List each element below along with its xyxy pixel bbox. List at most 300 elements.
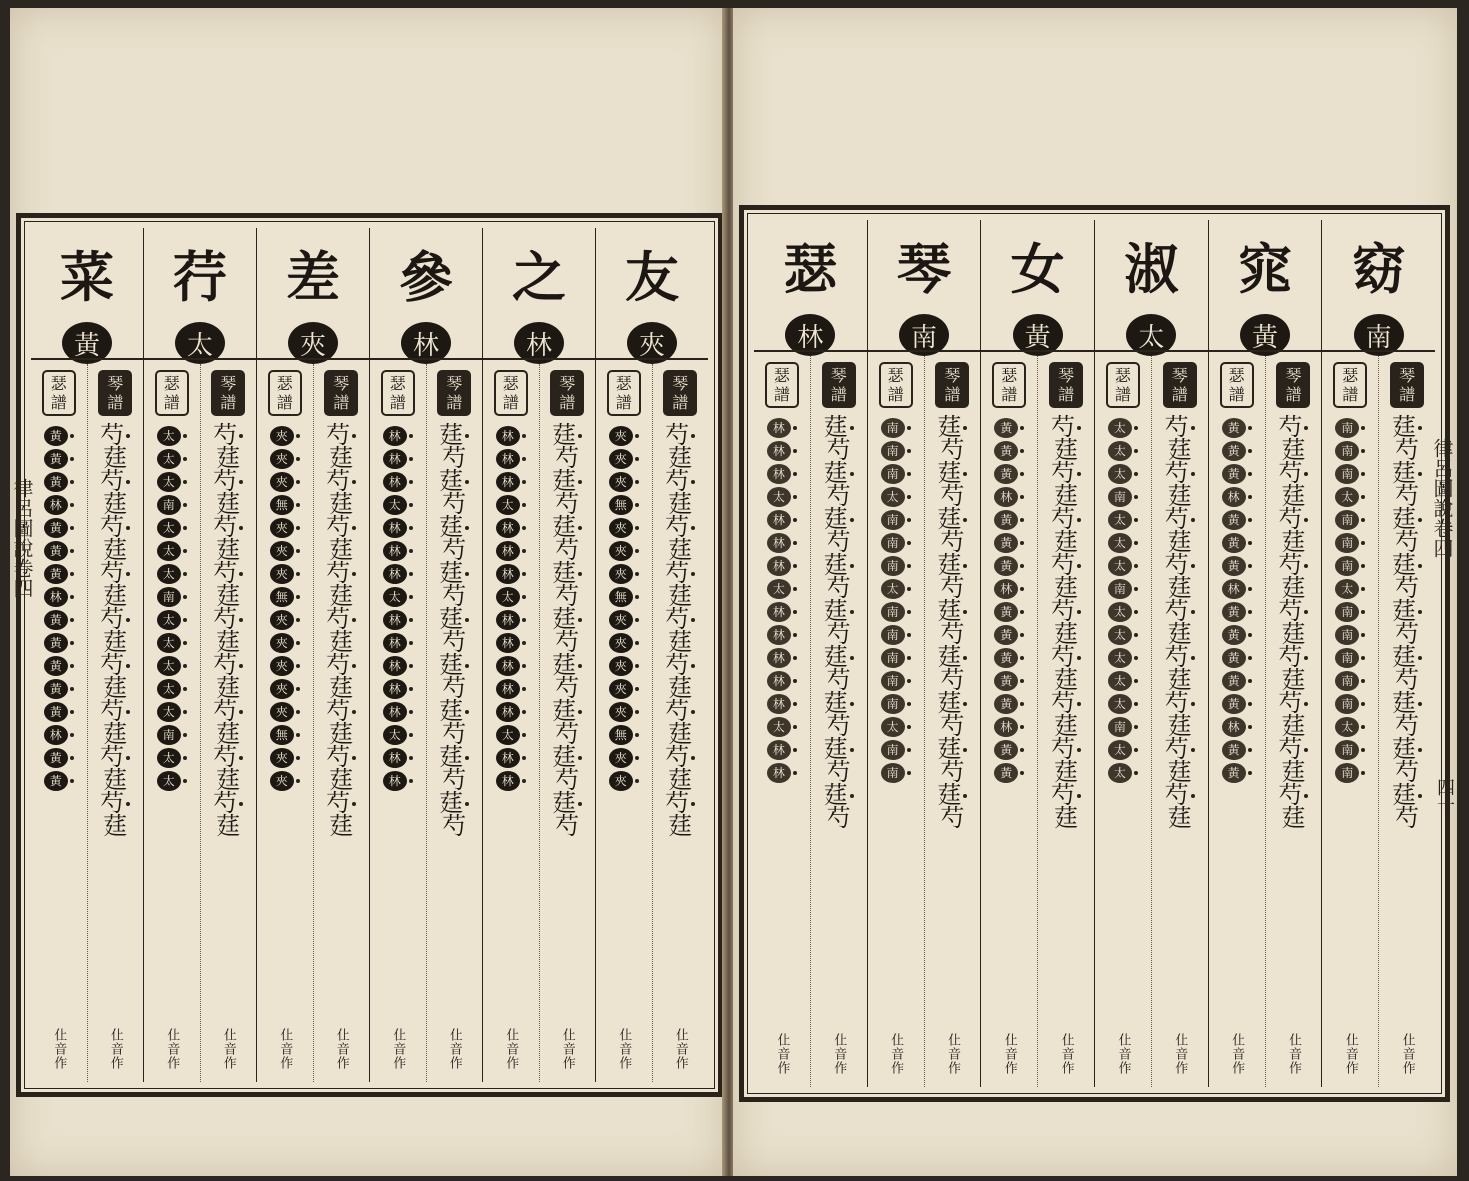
qin-finger-char: 莛 <box>1167 666 1192 694</box>
qin-finger-char: 莛 <box>216 490 241 518</box>
qin-finger-cell <box>1395 804 1420 832</box>
se-note-cell <box>994 531 1024 554</box>
qin-finger-char: 芍 <box>100 559 125 587</box>
se-notation-column <box>1095 356 1151 1087</box>
beat-dot <box>465 434 469 438</box>
qin-finger-char: 芍 <box>213 697 238 725</box>
beat-dot <box>1077 564 1081 568</box>
se-note-cell <box>270 769 300 792</box>
beat-dot <box>578 434 582 438</box>
column-divider <box>754 350 867 352</box>
qin-finger-char: 芍 <box>326 605 351 633</box>
beat-dot <box>1248 518 1252 522</box>
tone-mark: 仩音作 <box>1229 1033 1245 1075</box>
qin-finger-char: 芍 <box>1278 597 1303 625</box>
qin-finger-char: 芍 <box>555 720 580 748</box>
se-note-cell <box>383 493 413 516</box>
qin-finger-char: 莛 <box>216 628 241 656</box>
beat-dot <box>1361 633 1365 637</box>
beat-dot <box>126 802 130 806</box>
se-note: 林 <box>383 748 407 768</box>
se-note-cell <box>881 577 911 600</box>
left-page <box>10 8 725 1176</box>
se-note: 南 <box>1335 602 1359 622</box>
se-note: 太 <box>157 702 181 722</box>
se-note-sequence <box>994 416 1024 784</box>
se-note: 太 <box>157 610 181 630</box>
se-note: 太 <box>1108 464 1132 484</box>
beat-dot <box>522 434 526 438</box>
se-note-cell <box>1108 646 1138 669</box>
notation-subcolumns <box>1209 356 1322 1087</box>
qin-finger-sequence <box>1392 413 1422 832</box>
se-note-cell <box>767 462 797 485</box>
beat-dot <box>183 526 187 530</box>
beat-dot <box>183 756 187 760</box>
beat-dot <box>1304 610 1308 614</box>
notation-subcolumns <box>144 364 256 1082</box>
beat-dot <box>352 572 356 576</box>
beat-dot <box>1020 541 1024 545</box>
beat-dot <box>183 480 187 484</box>
beat-dot <box>1134 426 1138 430</box>
se-note: 林 <box>496 633 520 653</box>
se-note: 林 <box>767 763 791 783</box>
qin-notation-column <box>924 356 981 1087</box>
qin-notation-column <box>87 364 144 1082</box>
qin-finger-char: 莛 <box>439 513 464 541</box>
se-note-cell <box>881 715 911 738</box>
beat-dot <box>352 756 356 760</box>
se-note-cell <box>1335 669 1365 692</box>
beat-dot <box>1418 610 1422 614</box>
qin-finger-char: 莛 <box>1281 528 1306 556</box>
beat-dot <box>409 503 413 507</box>
se-note: 南 <box>881 740 905 760</box>
qin-finger-char: 莛 <box>937 551 962 579</box>
se-note: 林 <box>496 449 520 469</box>
beat-dot <box>1248 472 1252 476</box>
beat-dot <box>296 756 300 760</box>
beat-dot <box>296 641 300 645</box>
qin-finger-char: 芍 <box>442 812 467 840</box>
se-note-cell <box>270 631 300 654</box>
notation-subcolumns <box>596 364 708 1082</box>
beat-dot <box>907 656 911 660</box>
qin-finger-char: 莛 <box>329 582 354 610</box>
beat-dot <box>1020 472 1024 476</box>
beat-dot <box>691 480 695 484</box>
se-notation-column <box>596 364 652 1082</box>
qin-finger-char: 莛 <box>1392 551 1417 579</box>
se-note: 黃 <box>994 671 1018 691</box>
qin-finger-char: 芍 <box>940 528 965 556</box>
se-note: 無 <box>609 495 633 515</box>
tone-mark: 仩音作 <box>1342 1033 1358 1075</box>
qin-finger-char: 芍 <box>326 697 351 725</box>
lyric-character: 女 <box>1010 237 1065 301</box>
beat-dot <box>409 434 413 438</box>
beat-dot <box>1304 702 1308 706</box>
qin-score-label: 琴譜 <box>1390 362 1424 408</box>
se-note-cell <box>496 539 526 562</box>
qin-notation-column <box>426 364 483 1082</box>
se-note: 南 <box>881 418 905 438</box>
se-note: 太 <box>1108 602 1132 622</box>
beat-dot <box>793 449 797 453</box>
qin-finger-char: 芍 <box>213 559 238 587</box>
se-note: 太 <box>1108 533 1132 553</box>
beat-dot <box>1191 610 1195 614</box>
beat-dot <box>963 794 967 798</box>
beat-dot <box>126 756 130 760</box>
beat-dot <box>239 710 243 714</box>
se-note: 林 <box>767 694 791 714</box>
beat-dot <box>635 595 639 599</box>
qin-score-label: 琴譜 <box>324 370 358 416</box>
se-note-cell <box>383 746 413 769</box>
qin-finger-char: 芍 <box>1164 689 1189 717</box>
se-note: 無 <box>270 725 294 745</box>
beat-dot <box>183 687 187 691</box>
se-note-cell <box>609 654 639 677</box>
qin-finger-char: 莛 <box>1392 781 1417 809</box>
se-note: 夾 <box>270 771 294 791</box>
qin-finger-char: 莛 <box>1392 413 1417 441</box>
column-divider <box>370 358 482 360</box>
column-divider <box>981 350 1094 352</box>
qin-finger-sequence <box>100 421 130 840</box>
beat-dot <box>1191 702 1195 706</box>
right-page <box>733 8 1457 1176</box>
beat-dot <box>183 664 187 668</box>
left-columns <box>31 228 708 1082</box>
se-note: 林 <box>767 533 791 553</box>
se-note: 南 <box>157 495 181 515</box>
qin-finger-char: 芍 <box>555 536 580 564</box>
beat-dot <box>522 572 526 576</box>
qin-finger-cell <box>826 804 851 832</box>
qin-finger-char: 芍 <box>665 421 690 449</box>
beat-dot <box>635 503 639 507</box>
qin-finger-char: 莛 <box>823 413 848 441</box>
beat-dot <box>70 733 74 737</box>
qin-finger-cell <box>940 804 965 832</box>
se-note: 南 <box>881 464 905 484</box>
se-note: 太 <box>767 579 791 599</box>
qin-finger-char: 莛 <box>937 459 962 487</box>
tone-mark: 仩音作 <box>446 1028 462 1070</box>
notation-subcolumns <box>981 356 1094 1087</box>
lyric-character: 友 <box>625 245 679 309</box>
se-score-label: 瑟譜 <box>879 362 913 408</box>
beat-dot <box>296 779 300 783</box>
qin-finger-char: 芍 <box>442 536 467 564</box>
se-note-cell <box>496 447 526 470</box>
pitch-badge: 夾 <box>288 322 338 364</box>
beat-dot <box>296 618 300 622</box>
se-note: 黃 <box>44 633 68 653</box>
se-note: 黃 <box>44 610 68 630</box>
se-note-sequence <box>767 416 797 784</box>
beat-dot <box>409 779 413 783</box>
se-note-sequence <box>1108 416 1138 784</box>
se-note-cell <box>44 769 74 792</box>
beat-dot <box>522 526 526 530</box>
qin-finger-sequence <box>665 421 695 840</box>
qin-finger-char: 芍 <box>1164 735 1189 763</box>
tone-mark: 仩音作 <box>944 1033 960 1075</box>
se-note-cell <box>767 485 797 508</box>
qin-finger-char: 芍 <box>1278 781 1303 809</box>
qin-finger-char: 莛 <box>937 781 962 809</box>
se-note-cell <box>157 424 187 447</box>
se-note-sequence <box>881 416 911 784</box>
se-notation-column <box>868 356 924 1087</box>
beat-dot <box>1191 794 1195 798</box>
se-note-cell <box>383 769 413 792</box>
se-note: 太 <box>496 495 520 515</box>
qin-finger-char: 莛 <box>103 536 128 564</box>
se-note-cell <box>1108 738 1138 761</box>
qin-finger-cell <box>555 812 580 840</box>
qin-finger-char: 芍 <box>1051 551 1076 579</box>
se-note-cell <box>157 608 187 631</box>
se-note: 黃 <box>44 518 68 538</box>
beat-dot <box>578 710 582 714</box>
se-note: 太 <box>1108 418 1132 438</box>
qin-finger-char: 芍 <box>100 789 125 817</box>
beat-dot <box>70 503 74 507</box>
beat-dot <box>1304 472 1308 476</box>
qin-finger-char: 莛 <box>439 421 464 449</box>
beat-dot <box>1248 771 1252 775</box>
beat-dot <box>1304 656 1308 660</box>
se-note-cell <box>881 462 911 485</box>
qin-finger-char: 莛 <box>216 812 241 840</box>
se-note-cell <box>1222 738 1252 761</box>
qin-finger-char: 莛 <box>1281 804 1306 832</box>
qin-finger-char: 芍 <box>1278 689 1303 717</box>
qin-finger-char: 芍 <box>1395 528 1420 556</box>
se-note: 南 <box>1335 740 1359 760</box>
beat-dot <box>907 702 911 706</box>
qin-finger-char: 芍 <box>442 720 467 748</box>
se-note-cell <box>1335 462 1365 485</box>
se-note-cell <box>383 424 413 447</box>
se-note: 林 <box>383 633 407 653</box>
se-note: 南 <box>1335 441 1359 461</box>
qin-finger-char: 芍 <box>665 651 690 679</box>
se-note: 夾 <box>609 426 633 446</box>
qin-finger-char: 莛 <box>1167 482 1192 510</box>
se-note: 黃 <box>994 418 1018 438</box>
se-note-cell <box>994 439 1024 462</box>
se-notation-column <box>483 364 539 1082</box>
se-note: 南 <box>1108 487 1132 507</box>
qin-finger-char: 芍 <box>213 789 238 817</box>
qin-notation-column <box>1151 356 1208 1087</box>
se-note: 南 <box>881 602 905 622</box>
se-note: 林 <box>383 564 407 584</box>
column-divider <box>868 350 981 352</box>
se-note-cell <box>767 761 797 784</box>
qin-finger-char: 莛 <box>329 536 354 564</box>
se-note-cell <box>496 746 526 769</box>
qin-finger-char: 莛 <box>1054 804 1079 832</box>
se-note-cell <box>1222 600 1252 623</box>
left-score-frame <box>16 213 723 1097</box>
qin-finger-cell <box>1054 804 1079 832</box>
se-note-cell <box>157 769 187 792</box>
beat-dot <box>1134 748 1138 752</box>
se-note: 林 <box>496 771 520 791</box>
qin-finger-char: 莛 <box>937 643 962 671</box>
beat-dot <box>963 748 967 752</box>
qin-finger-char: 芍 <box>326 651 351 679</box>
tone-mark: 仩音作 <box>390 1028 406 1070</box>
se-note: 林 <box>44 587 68 607</box>
beat-dot <box>635 733 639 737</box>
beat-dot <box>1077 518 1081 522</box>
beat-dot <box>850 426 854 430</box>
pitch-badge: 黃 <box>62 322 112 364</box>
beat-dot <box>793 702 797 706</box>
se-note-cell <box>383 539 413 562</box>
right-page-number: 四十 <box>1434 778 1455 814</box>
se-note-sequence <box>44 424 74 792</box>
tone-mark: 仩音作 <box>503 1028 519 1070</box>
lyric-column <box>257 228 370 1082</box>
se-note-cell <box>609 769 639 792</box>
beat-dot <box>409 572 413 576</box>
qin-finger-char: 芍 <box>826 712 851 740</box>
se-note-cell <box>1108 531 1138 554</box>
qin-finger-char: 莛 <box>668 490 693 518</box>
beat-dot <box>465 802 469 806</box>
se-note: 林 <box>383 472 407 492</box>
beat-dot <box>850 472 854 476</box>
se-note: 太 <box>157 426 181 446</box>
se-note-cell <box>1108 416 1138 439</box>
se-note: 黃 <box>1222 533 1246 553</box>
pitch-badge: 黃 <box>1013 314 1063 356</box>
beat-dot <box>296 526 300 530</box>
se-note: 林 <box>1222 579 1246 599</box>
qin-score-label: 琴譜 <box>822 362 856 408</box>
se-score-label: 瑟譜 <box>607 370 641 416</box>
qin-finger-char: 芍 <box>940 666 965 694</box>
qin-finger-char: 芍 <box>442 628 467 656</box>
lyric-character: 琴 <box>897 237 951 301</box>
beat-dot <box>239 526 243 530</box>
se-note: 林 <box>383 449 407 469</box>
se-note-cell <box>1335 715 1365 738</box>
se-note-cell <box>994 646 1024 669</box>
qin-finger-sequence <box>326 421 356 840</box>
se-note-cell <box>1222 715 1252 738</box>
qin-finger-sequence <box>1278 413 1308 832</box>
se-note-cell <box>383 677 413 700</box>
beat-dot <box>1248 495 1252 499</box>
qin-finger-cell <box>442 812 467 840</box>
se-notation-column <box>31 364 87 1082</box>
se-note: 林 <box>767 671 791 691</box>
beat-dot <box>1248 541 1252 545</box>
qin-finger-sequence <box>823 413 854 832</box>
beat-dot <box>907 472 911 476</box>
se-note-cell <box>496 585 526 608</box>
se-score-label: 瑟譜 <box>42 370 76 416</box>
qin-finger-char: 莛 <box>823 597 848 625</box>
qin-finger-char: 芍 <box>442 766 467 794</box>
se-note: 林 <box>994 717 1018 737</box>
se-note: 南 <box>1335 556 1359 576</box>
beat-dot <box>239 434 243 438</box>
right-margin-label: 律呂圖說卷四 <box>1430 438 1454 558</box>
qin-finger-char: 莛 <box>823 643 848 671</box>
beat-dot <box>691 756 695 760</box>
se-note-cell <box>609 562 639 585</box>
qin-finger-char: 莛 <box>1281 666 1306 694</box>
se-note: 夾 <box>270 541 294 561</box>
qin-finger-char: 芍 <box>940 436 965 464</box>
beat-dot <box>1248 633 1252 637</box>
beat-dot <box>70 572 74 576</box>
se-note: 太 <box>1108 671 1132 691</box>
se-note-cell <box>881 646 911 669</box>
beat-dot <box>465 618 469 622</box>
se-note: 林 <box>496 679 520 699</box>
se-note-cell <box>994 623 1024 646</box>
column-divider <box>144 358 256 360</box>
beat-dot <box>183 733 187 737</box>
se-note: 林 <box>383 771 407 791</box>
beat-dot <box>1020 495 1024 499</box>
qin-finger-char: 芍 <box>1051 735 1076 763</box>
beat-dot <box>465 710 469 714</box>
beat-dot <box>850 656 854 660</box>
qin-finger-char: 芍 <box>665 743 690 771</box>
tone-mark: 仩音作 <box>277 1028 293 1070</box>
se-note: 黃 <box>1222 418 1246 438</box>
se-note-sequence <box>270 424 300 792</box>
se-note-cell <box>767 623 797 646</box>
se-note: 黃 <box>994 533 1018 553</box>
beat-dot <box>409 664 413 668</box>
beat-dot <box>907 633 911 637</box>
tone-mark: 仩音作 <box>220 1028 236 1070</box>
se-note-cell <box>609 700 639 723</box>
qin-finger-char: 芍 <box>1278 413 1303 441</box>
qin-finger-char: 莛 <box>1392 689 1417 717</box>
lyric-column <box>981 220 1095 1087</box>
beat-dot <box>1191 748 1195 752</box>
se-note-cell <box>157 631 187 654</box>
se-note-cell <box>1222 508 1252 531</box>
beat-dot <box>1077 610 1081 614</box>
beat-dot <box>1191 472 1195 476</box>
se-note-cell <box>383 700 413 723</box>
beat-dot <box>126 526 130 530</box>
beat-dot <box>1361 541 1365 545</box>
se-note: 太 <box>1108 556 1132 576</box>
qin-finger-char: 莛 <box>1167 528 1192 556</box>
lyric-column <box>754 220 868 1087</box>
beat-dot <box>635 687 639 691</box>
tone-mark: 仩音作 <box>774 1033 790 1075</box>
se-note: 林 <box>994 579 1018 599</box>
